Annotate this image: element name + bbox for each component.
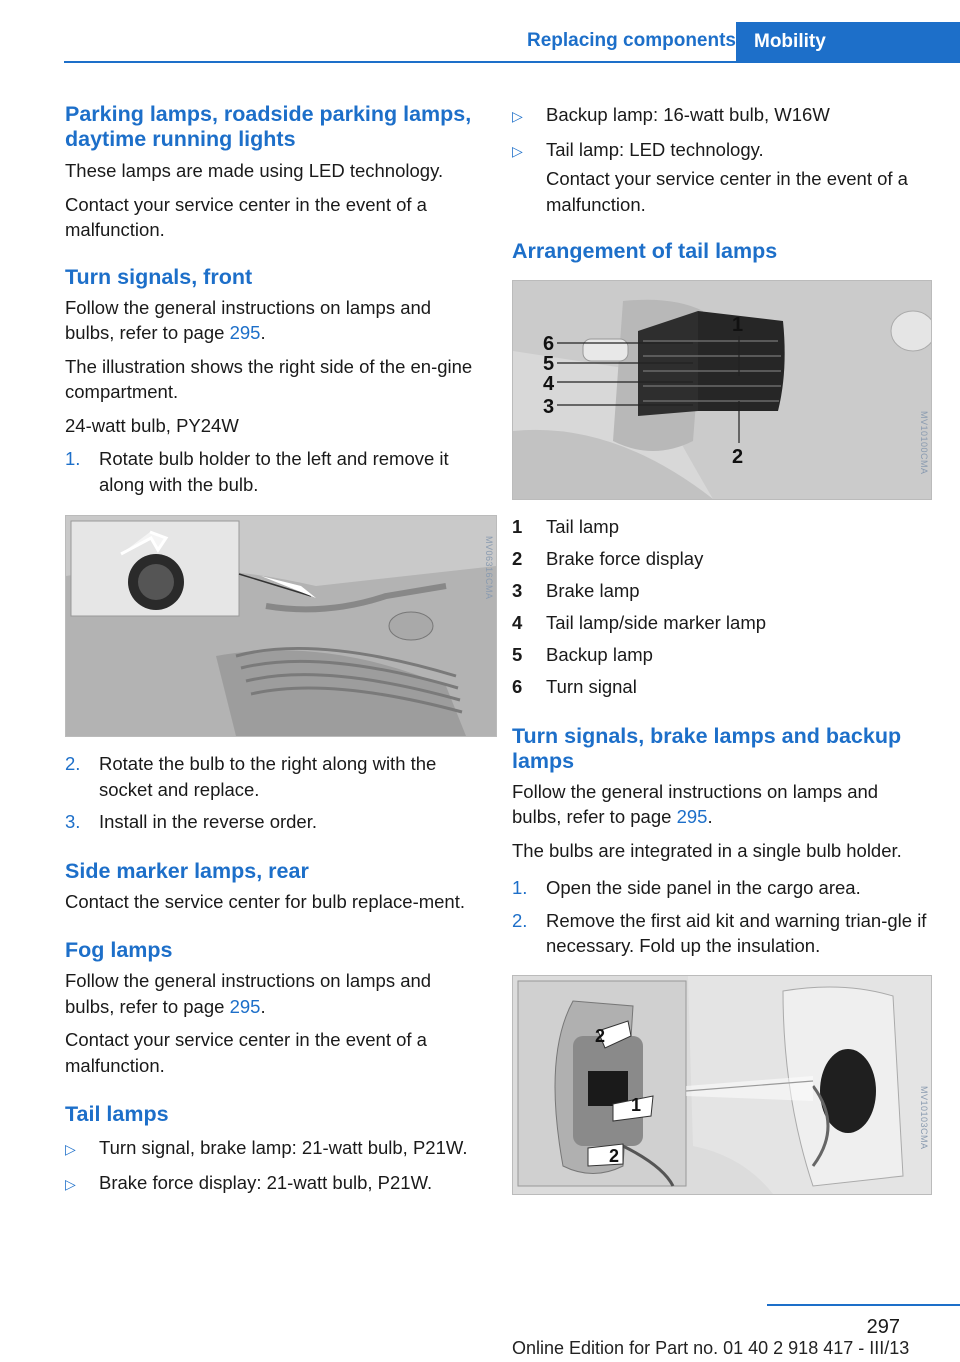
step-item: 3. Install in the reverse order. bbox=[65, 811, 317, 832]
step-item: 2. Remove the first aid kit and warning trian‐gle if necessary. Fold up the insulation. bbox=[512, 909, 927, 956]
bullet-item: ▷ Brake force display: 21-watt bulb, P21W. bbox=[65, 1170, 480, 1198]
turn-brake-text-1: Follow the general instructions on lamps and bulbs, refer to page 295. bbox=[512, 780, 879, 827]
callout-1: 1 bbox=[631, 1094, 642, 1115]
legend-item: 4 Tail lamp/side marker lamp bbox=[512, 612, 767, 633]
header-section-title: Replacing components bbox=[526, 30, 736, 51]
legend-item: 5 Backup lamp bbox=[512, 644, 653, 665]
page-number: 297 bbox=[866, 1316, 900, 1338]
triangle-bullet-icon: ▷ bbox=[65, 1175, 76, 1192]
callout-6: 6 bbox=[543, 333, 555, 355]
figure-code: MV06316CMA bbox=[484, 536, 494, 600]
fog-lamps-text-2: Contact your service center in the event of a malfunction. bbox=[65, 1029, 427, 1076]
parking-lamps-text-1: These lamps are made using LED technology. bbox=[65, 160, 444, 181]
header-rule bbox=[64, 61, 960, 63]
engine-compartment-figure bbox=[65, 515, 497, 737]
turn-signals-front-text-1: Follow the general instructions on lamps and bulbs, refer to page 295. bbox=[65, 296, 432, 343]
engine-compartment-illustration bbox=[66, 516, 496, 736]
callout-4: 4 bbox=[543, 373, 555, 395]
step-item: 2. Rotate the bulb to the right along with the socket and replace. bbox=[65, 753, 437, 800]
fog-lamps-text-1: Follow the general instructions on lamps and bulbs, refer to page 295. bbox=[65, 970, 432, 1017]
turn-signals-front-heading: Turn signals, front bbox=[65, 264, 253, 289]
tail-lamp-note: Contact your service center in the event of a malfunction. bbox=[546, 168, 908, 215]
page-link-295[interactable]: 295 bbox=[229, 995, 261, 1017]
callout-2-top: 2 bbox=[595, 1025, 606, 1046]
fog-lamps-heading: Fog lamps bbox=[65, 938, 173, 962]
triangle-bullet-icon: ▷ bbox=[512, 142, 523, 159]
turn-brake-backup-heading: Turn signals, brake lamps and backup lamps bbox=[512, 723, 902, 773]
bulb-holder-illustration bbox=[513, 976, 931, 1194]
legend-item: 1 Tail lamp bbox=[512, 516, 619, 537]
bulb-holder-figure bbox=[512, 975, 932, 1195]
triangle-bullet-icon: ▷ bbox=[65, 1141, 76, 1157]
side-marker-heading: Side marker lamps, rear bbox=[65, 858, 309, 883]
callout-2-bottom: 2 bbox=[609, 1145, 620, 1166]
legend-item: 2 Brake force display bbox=[512, 548, 704, 569]
callout-5: 5 bbox=[543, 353, 555, 375]
side-marker-text: Contact the service center for bulb replace‐ment. bbox=[65, 890, 465, 912]
legend-item: 3 Brake lamp bbox=[512, 580, 640, 601]
parking-lamps-heading: Parking lamps, roadside parking lamps, daytime running lights bbox=[65, 102, 472, 151]
triangle-bullet-icon: ▷ bbox=[512, 108, 523, 124]
right-column bbox=[512, 102, 932, 1195]
step-item: 1. Open the side panel in the cargo area. bbox=[512, 877, 861, 898]
tail-lamps-illustration bbox=[513, 281, 931, 499]
tail-lamps-figure bbox=[512, 280, 932, 500]
tail-lamps-heading: Tail lamps bbox=[65, 1102, 169, 1126]
parking-lamps-text-2: Contact your service center in the event of a malfunction. bbox=[65, 193, 427, 240]
legend-item: 6 Turn signal bbox=[512, 676, 637, 697]
bullet-item: ▷ Turn signal, brake lamp: 21-watt bulb, P21W. bbox=[65, 1135, 480, 1163]
figure-code: MV10100CMA bbox=[919, 411, 929, 475]
bullet-item: ▷ Tail lamp: LED technology. bbox=[512, 137, 932, 165]
page-link-295[interactable]: 295 bbox=[676, 806, 708, 827]
turn-brake-text-2: The bulbs are integrated in a single bulb holder. bbox=[512, 839, 902, 861]
page-link-295[interactable]: 295 bbox=[229, 322, 261, 343]
callout-3: 3 bbox=[543, 396, 555, 418]
footer-rule bbox=[767, 1304, 960, 1306]
callout-1: 1 bbox=[732, 314, 744, 336]
callout-2: 2 bbox=[732, 446, 744, 468]
header-chapter-tab: Mobility bbox=[736, 22, 960, 62]
left-column bbox=[65, 102, 494, 1204]
footer-edition: Online Edition for Part no. 01 40 2 918 417 - III/13 bbox=[512, 1338, 910, 1358]
figure-code: MV10103CMA bbox=[919, 1085, 929, 1150]
turn-signals-front-text-3: 24-watt bulb, PY24W bbox=[65, 414, 239, 436]
step-item: 1. Rotate bulb holder to the left and remove it along with the bulb. bbox=[65, 448, 449, 495]
turn-signals-front-text-2: The illustration shows the right side of the en‐gine compartment. bbox=[65, 355, 473, 402]
arrangement-heading: Arrangement of tail lamps bbox=[512, 239, 778, 263]
bullet-item: ▷ Backup lamp: 16-watt bulb, W16W bbox=[512, 102, 932, 130]
